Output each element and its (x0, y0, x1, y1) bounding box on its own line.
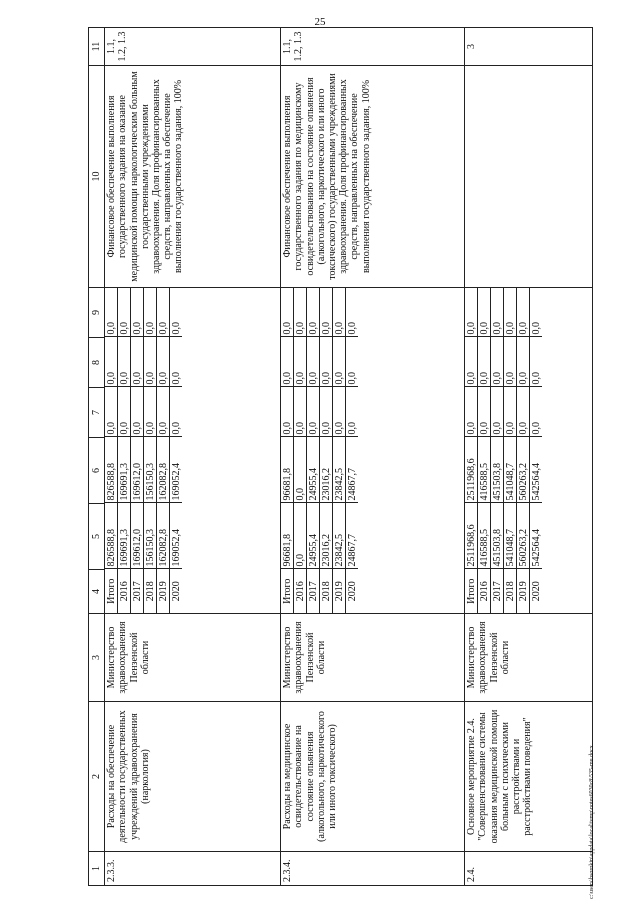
other-sources-cell: 0,0 (465, 287, 478, 337)
local-budget-cell: 0,0 (118, 337, 131, 387)
local-budget-cell: 0,0 (105, 337, 118, 387)
column-number: 1 (89, 852, 105, 886)
regional-budget-cell: 542564,4 (530, 437, 543, 503)
finance-row (307, 287, 320, 613)
result-indicator: Финансовое обеспечение выполнения государственного задания по медицинскому освидетельствованию на состояние опьянения (алкогольного, наркотического или иного токсического) государственными учреждениями здравоохранения. Доля профинансированных средств, направленных на обеспечение выполнения государственного задания, 100% (281, 66, 465, 288)
column-number: 7 (89, 388, 105, 438)
result-indicator (465, 66, 593, 288)
total-cost-cell: 156150,3 (144, 503, 157, 569)
program-table (88, 27, 593, 886)
total-cost-cell: 826588,8 (105, 503, 118, 569)
column-number-row (89, 28, 105, 886)
year-cell: 2016 (478, 569, 491, 613)
local-budget-cell: 0,0 (491, 337, 504, 387)
other-sources-cell: 0,0 (346, 287, 359, 337)
local-budget-cell: 0,0 (144, 337, 157, 387)
table-row (281, 28, 465, 886)
regional-budget-cell: 169052,4 (170, 437, 183, 503)
year-cell: 2020 (346, 581, 358, 602)
regional-budget-cell: 451503,8 (491, 437, 504, 503)
local-budget-cell: 0,0 (157, 337, 170, 387)
total-cost-cell: 24955,4 (307, 503, 320, 569)
local-budget-cell: 0,0 (307, 337, 320, 387)
regional-budget-cell: 24955,4 (307, 437, 320, 503)
total-cost-cell: 542564,4 (530, 503, 543, 569)
year-cell: 2020 (530, 581, 542, 602)
page-number: 25 (314, 16, 326, 28)
federal-budget-cell: 0,0 (105, 387, 118, 437)
table-row (105, 28, 281, 886)
rotated-table-container (88, 28, 601, 886)
regional-budget-cell: 24867,7 (346, 437, 359, 503)
finance-block (465, 288, 593, 614)
year-cell: 2017 (491, 569, 504, 613)
column-number: 11 (89, 28, 105, 66)
local-budget-cell: 0,0 (320, 337, 333, 387)
federal-budget-cell: 0,0 (333, 387, 346, 437)
regional-budget-cell: 169691,3 (118, 437, 131, 503)
local-budget-cell: 0,0 (530, 337, 543, 387)
local-budget-cell: 0,0 (478, 337, 491, 387)
regional-budget-cell: 541048,7 (504, 437, 517, 503)
finance-block (105, 288, 281, 614)
measure-name: Расходы на медицинское освидетельствование на состояние опьянения (алкогольного, наркотического или иного токсического) (281, 702, 465, 852)
federal-budget-cell: 0,0 (294, 387, 307, 437)
federal-budget-cell: 0,0 (131, 387, 144, 437)
total-cost-cell: 169691,3 (118, 503, 131, 569)
finance-row (281, 287, 294, 613)
year-cell: 2020 (170, 581, 182, 602)
finance-row (144, 287, 157, 613)
column-number: 2 (89, 702, 105, 852)
row-number: 2.3.3. (105, 852, 281, 886)
local-budget-cell: 0,0 (333, 337, 346, 387)
federal-budget-cell: 0,0 (517, 387, 530, 437)
federal-budget-cell: 0,0 (157, 387, 170, 437)
regional-budget-cell: 826588,8 (105, 437, 118, 503)
column-number: 5 (89, 504, 105, 570)
column-number: 8 (89, 338, 105, 388)
regional-budget-cell: 23842,5 (333, 437, 346, 503)
year-cell: 2017 (131, 569, 144, 613)
result-indicator: Финансовое обеспечение выполнения государственного задания на оказание медицинской помощи наркологическим больным государственными учреждениями здравоохранения. Доля профинансированных средств, направленных на обеспечение выполнения государственного задания, 100% (105, 66, 281, 288)
local-budget-cell: 0,0 (131, 337, 144, 387)
year-cell: 2016 (294, 569, 307, 613)
total-cost-cell: 451503,8 (491, 503, 504, 569)
table-row (465, 28, 593, 886)
local-budget-cell: 0,0 (465, 337, 478, 387)
executor: Министерство здравоохранения Пензенской области (465, 614, 593, 702)
local-budget-cell: 0,0 (294, 337, 307, 387)
federal-budget-cell: 0,0 (281, 387, 294, 437)
local-budget-cell: 0,0 (346, 337, 359, 387)
finance-row (118, 287, 131, 613)
regional-budget-cell: 156150,3 (144, 437, 157, 503)
year-cell: Итого (105, 569, 118, 613)
finance-row (294, 287, 307, 613)
other-sources-cell: 0,0 (144, 287, 157, 337)
total-cost-cell: 416588,5 (478, 503, 491, 569)
total-cost-cell: 23016,2 (320, 503, 333, 569)
total-cost-cell: 560263,2 (517, 503, 530, 569)
indicator-links: 1.1, 1.2, 1.3 (105, 28, 281, 66)
federal-budget-cell: 0,0 (491, 387, 504, 437)
column-number: 6 (89, 438, 105, 504)
year-cell: 2018 (320, 569, 333, 613)
federal-budget-cell: 0,0 (144, 387, 157, 437)
finance-row (131, 287, 144, 613)
finance-row (517, 287, 530, 613)
other-sources-cell: 0,0 (517, 287, 530, 337)
column-number: 3 (89, 614, 105, 702)
federal-budget-cell: 0,0 (118, 387, 131, 437)
executor: Министерство здравоохранения Пензенской области (105, 614, 281, 702)
total-cost-cell: 0,0 (294, 503, 307, 569)
year-cell: Итого (281, 569, 294, 613)
indicator-links: 1.1, 1.2, 1.3 (281, 28, 465, 66)
regional-budget-cell: 23016,2 (320, 437, 333, 503)
other-sources-cell: 0,0 (170, 287, 183, 337)
federal-budget-cell: 0,0 (320, 387, 333, 437)
column-number: 10 (89, 66, 105, 288)
total-cost-cell: 24867,7 (346, 503, 359, 569)
finance-row (105, 287, 118, 613)
year-cell: 2017 (307, 569, 320, 613)
other-sources-cell: 0,0 (491, 287, 504, 337)
column-number: 9 (89, 288, 105, 338)
finance-row (346, 287, 359, 613)
year-cell: 2019 (157, 569, 170, 613)
other-sources-cell: 0,0 (478, 287, 491, 337)
finance-row (157, 287, 170, 613)
federal-budget-cell: 0,0 (478, 387, 491, 437)
finance-row (478, 287, 491, 613)
total-cost-cell: 96681,8 (281, 503, 294, 569)
federal-budget-cell: 0,0 (346, 387, 359, 437)
regional-budget-cell: 96681,8 (281, 437, 294, 503)
regional-budget-cell: 416588,5 (478, 437, 491, 503)
local-budget-cell: 0,0 (517, 337, 530, 387)
local-budget-cell: 0,0 (170, 337, 183, 387)
finance-row (333, 287, 346, 613)
finance-block (281, 288, 465, 614)
federal-budget-cell: 0,0 (504, 387, 517, 437)
finance-row (465, 287, 478, 613)
federal-budget-cell: 0,0 (307, 387, 320, 437)
year-cell: 2019 (333, 569, 346, 613)
regional-budget-cell: 0,0 (294, 437, 307, 503)
executor: Министерство здравоохранения Пензенской области (281, 614, 465, 702)
finance-row (530, 287, 543, 613)
year-cell: 2018 (144, 569, 157, 613)
total-cost-cell: 2511968,6 (465, 503, 478, 569)
measure-name: Основное мероприятие 2.4. "Совершенствование системы оказания медицинской помощи больным с психическими расстройствами и расстройствами поведения" (465, 702, 593, 852)
other-sources-cell: 0,0 (281, 287, 294, 337)
finance-row (170, 287, 183, 613)
local-budget-cell: 0,0 (281, 337, 294, 387)
finance-row (491, 287, 504, 613)
year-cell: 2018 (504, 569, 517, 613)
regional-budget-cell: 169612,0 (131, 437, 144, 503)
indicator-links: 3 (465, 28, 593, 66)
other-sources-cell: 0,0 (157, 287, 170, 337)
row-number: 2.3.4. (281, 852, 465, 886)
local-budget-cell: 0,0 (504, 337, 517, 387)
year-cell: 2019 (517, 569, 530, 613)
year-cell: 2016 (118, 569, 131, 613)
other-sources-cell: 0,0 (320, 287, 333, 337)
federal-budget-cell: 0,0 (530, 387, 543, 437)
measure-name: Расходы на обеспечение деятельности государственных учреждений здравоохранения (наркология) (105, 702, 281, 852)
regional-budget-cell: 2511968,6 (465, 437, 478, 503)
other-sources-cell: 0,0 (333, 287, 346, 337)
other-sources-cell: 0,0 (307, 287, 320, 337)
other-sources-cell: 0,0 (118, 287, 131, 337)
regional-budget-cell: 162082,8 (157, 437, 170, 503)
column-number: 4 (89, 570, 105, 614)
table-body (105, 28, 593, 886)
other-sources-cell: 0,0 (131, 287, 144, 337)
regional-budget-cell: 560263,2 (517, 437, 530, 503)
total-cost-cell: 169052,4 (170, 503, 183, 569)
finance-row (320, 287, 333, 613)
total-cost-cell: 169612,0 (131, 503, 144, 569)
footer-file-path: c:\users\bsorokin\appdata\local\temp\notes6030c8\535-mu.docx (589, 745, 595, 899)
federal-budget-cell: 0,0 (170, 387, 183, 437)
other-sources-cell: 0,0 (294, 287, 307, 337)
total-cost-cell: 23842,5 (333, 503, 346, 569)
other-sources-cell: 0,0 (105, 287, 118, 337)
other-sources-cell: 0,0 (504, 287, 517, 337)
other-sources-cell: 0,0 (530, 287, 543, 337)
federal-budget-cell: 0,0 (465, 387, 478, 437)
total-cost-cell: 541048,7 (504, 503, 517, 569)
year-cell: Итого (465, 569, 478, 613)
row-number: 2.4. (465, 852, 593, 886)
total-cost-cell: 162082,8 (157, 503, 170, 569)
finance-row (504, 287, 517, 613)
